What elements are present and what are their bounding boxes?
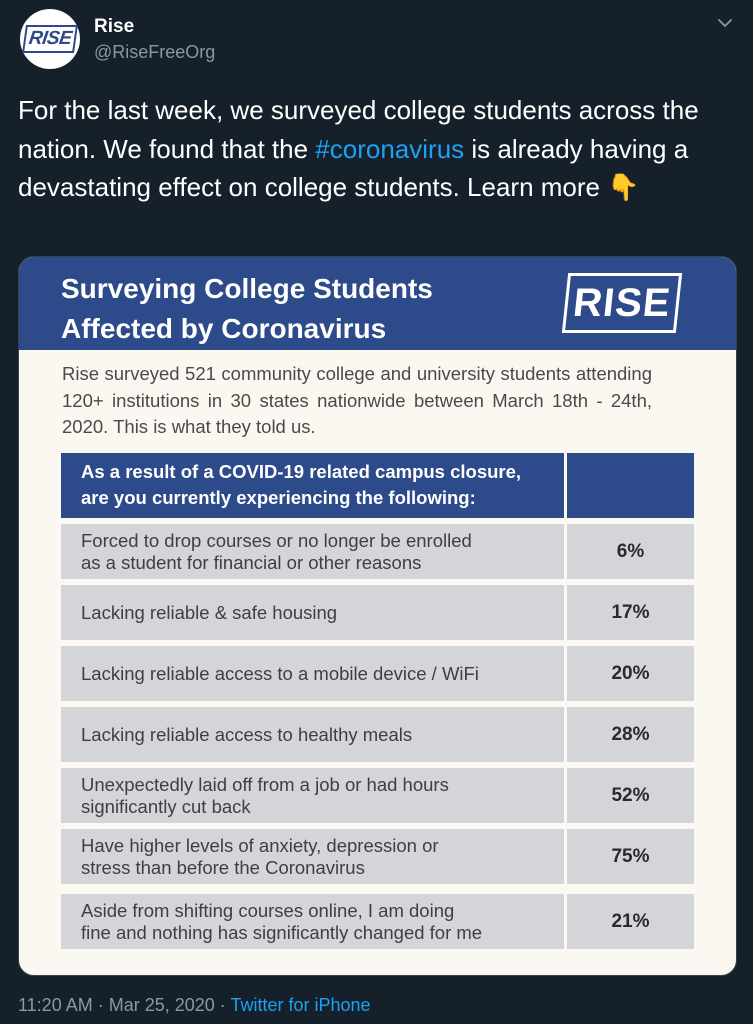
avatar[interactable] — [20, 9, 80, 69]
tweet-date[interactable]: Mar 25, 2020 — [108, 995, 215, 1015]
card-header — [19, 257, 736, 350]
table-row-label — [61, 894, 564, 949]
table-row-value: 17% — [567, 585, 694, 640]
table-row-value: 21% — [567, 894, 694, 949]
question-line2: are you currently experiencing the following: — [81, 487, 476, 508]
account-handle[interactable]: @RiseFreeOrg — [94, 42, 216, 62]
card-title — [61, 269, 541, 349]
tweet-time[interactable]: 11:20 AM — [18, 995, 93, 1015]
meta-separator: · — [214, 995, 231, 1015]
tweet-meta — [18, 995, 371, 1016]
pointing-down-icon: 👇 — [607, 172, 640, 202]
card-title-line1: Surveying College Students — [61, 273, 433, 304]
meta-separator: · — [92, 995, 109, 1015]
media-card[interactable] — [18, 256, 737, 976]
tweet-source-link[interactable]: Twitter for iPhone — [230, 995, 371, 1015]
account-name[interactable]: Rise — [94, 16, 135, 37]
table-row-value: 75% — [567, 829, 694, 884]
table-row-value: 6% — [567, 524, 694, 579]
question-header — [61, 453, 564, 518]
table-row-value: 28% — [567, 707, 694, 762]
question-line1: As a result of a COVID-19 related campus closure, — [81, 461, 522, 482]
tweet-text-end: is already having a devastating effect on college students. Learn more — [18, 133, 689, 202]
row-label-line1: Lacking reliable access to healthy meals — [81, 723, 413, 745]
row-label-line1: Unexpectedly laid off from a job or had hours — [81, 773, 449, 795]
table-row-label — [61, 768, 564, 823]
question-header-value-cell — [567, 453, 694, 518]
tweet-text-start: For the last week, we surveyed college students across the nation. We found that the — [18, 95, 699, 164]
row-label-line1: Lacking reliable & safe housing — [81, 601, 338, 623]
table-row-label — [61, 646, 564, 701]
table-row-label — [61, 585, 564, 640]
row-label-line2: as a student for financial or other reasons — [81, 551, 422, 573]
table-row-label — [61, 707, 564, 762]
row-label-line1: Forced to drop courses or no longer be enrolled — [81, 529, 472, 551]
row-label-line1: Have higher levels of anxiety, depression or — [81, 834, 439, 856]
rise-logo: RISE — [562, 273, 682, 333]
table-row-value: 52% — [567, 768, 694, 823]
table-row-label — [61, 829, 564, 884]
table-row-label — [61, 524, 564, 579]
hashtag-link[interactable]: #coronavirus — [315, 133, 465, 164]
tweet-text — [18, 91, 733, 207]
row-label-line2: fine and nothing has significantly changed for me — [81, 921, 483, 943]
row-label-line1: Lacking reliable access to a mobile device / WiFi — [81, 662, 479, 684]
card-intro: Rise surveyed 521 community college and university students attending 120+ institutions in 30 states nationwide between March 18th - 24th, 2020. This is what they told us. — [62, 363, 652, 437]
avatar-logo: RISE — [22, 25, 78, 53]
row-label-line2: significantly cut back — [81, 795, 251, 817]
row-label-line1: Aside from shifting courses online, I am doing — [81, 899, 455, 921]
card-title-line2: Affected by Coronavirus — [61, 313, 387, 344]
row-label-line2: stress than before the Coronavirus — [81, 856, 365, 878]
chevron-down-icon[interactable] — [716, 14, 734, 32]
table-row-value: 20% — [567, 646, 694, 701]
